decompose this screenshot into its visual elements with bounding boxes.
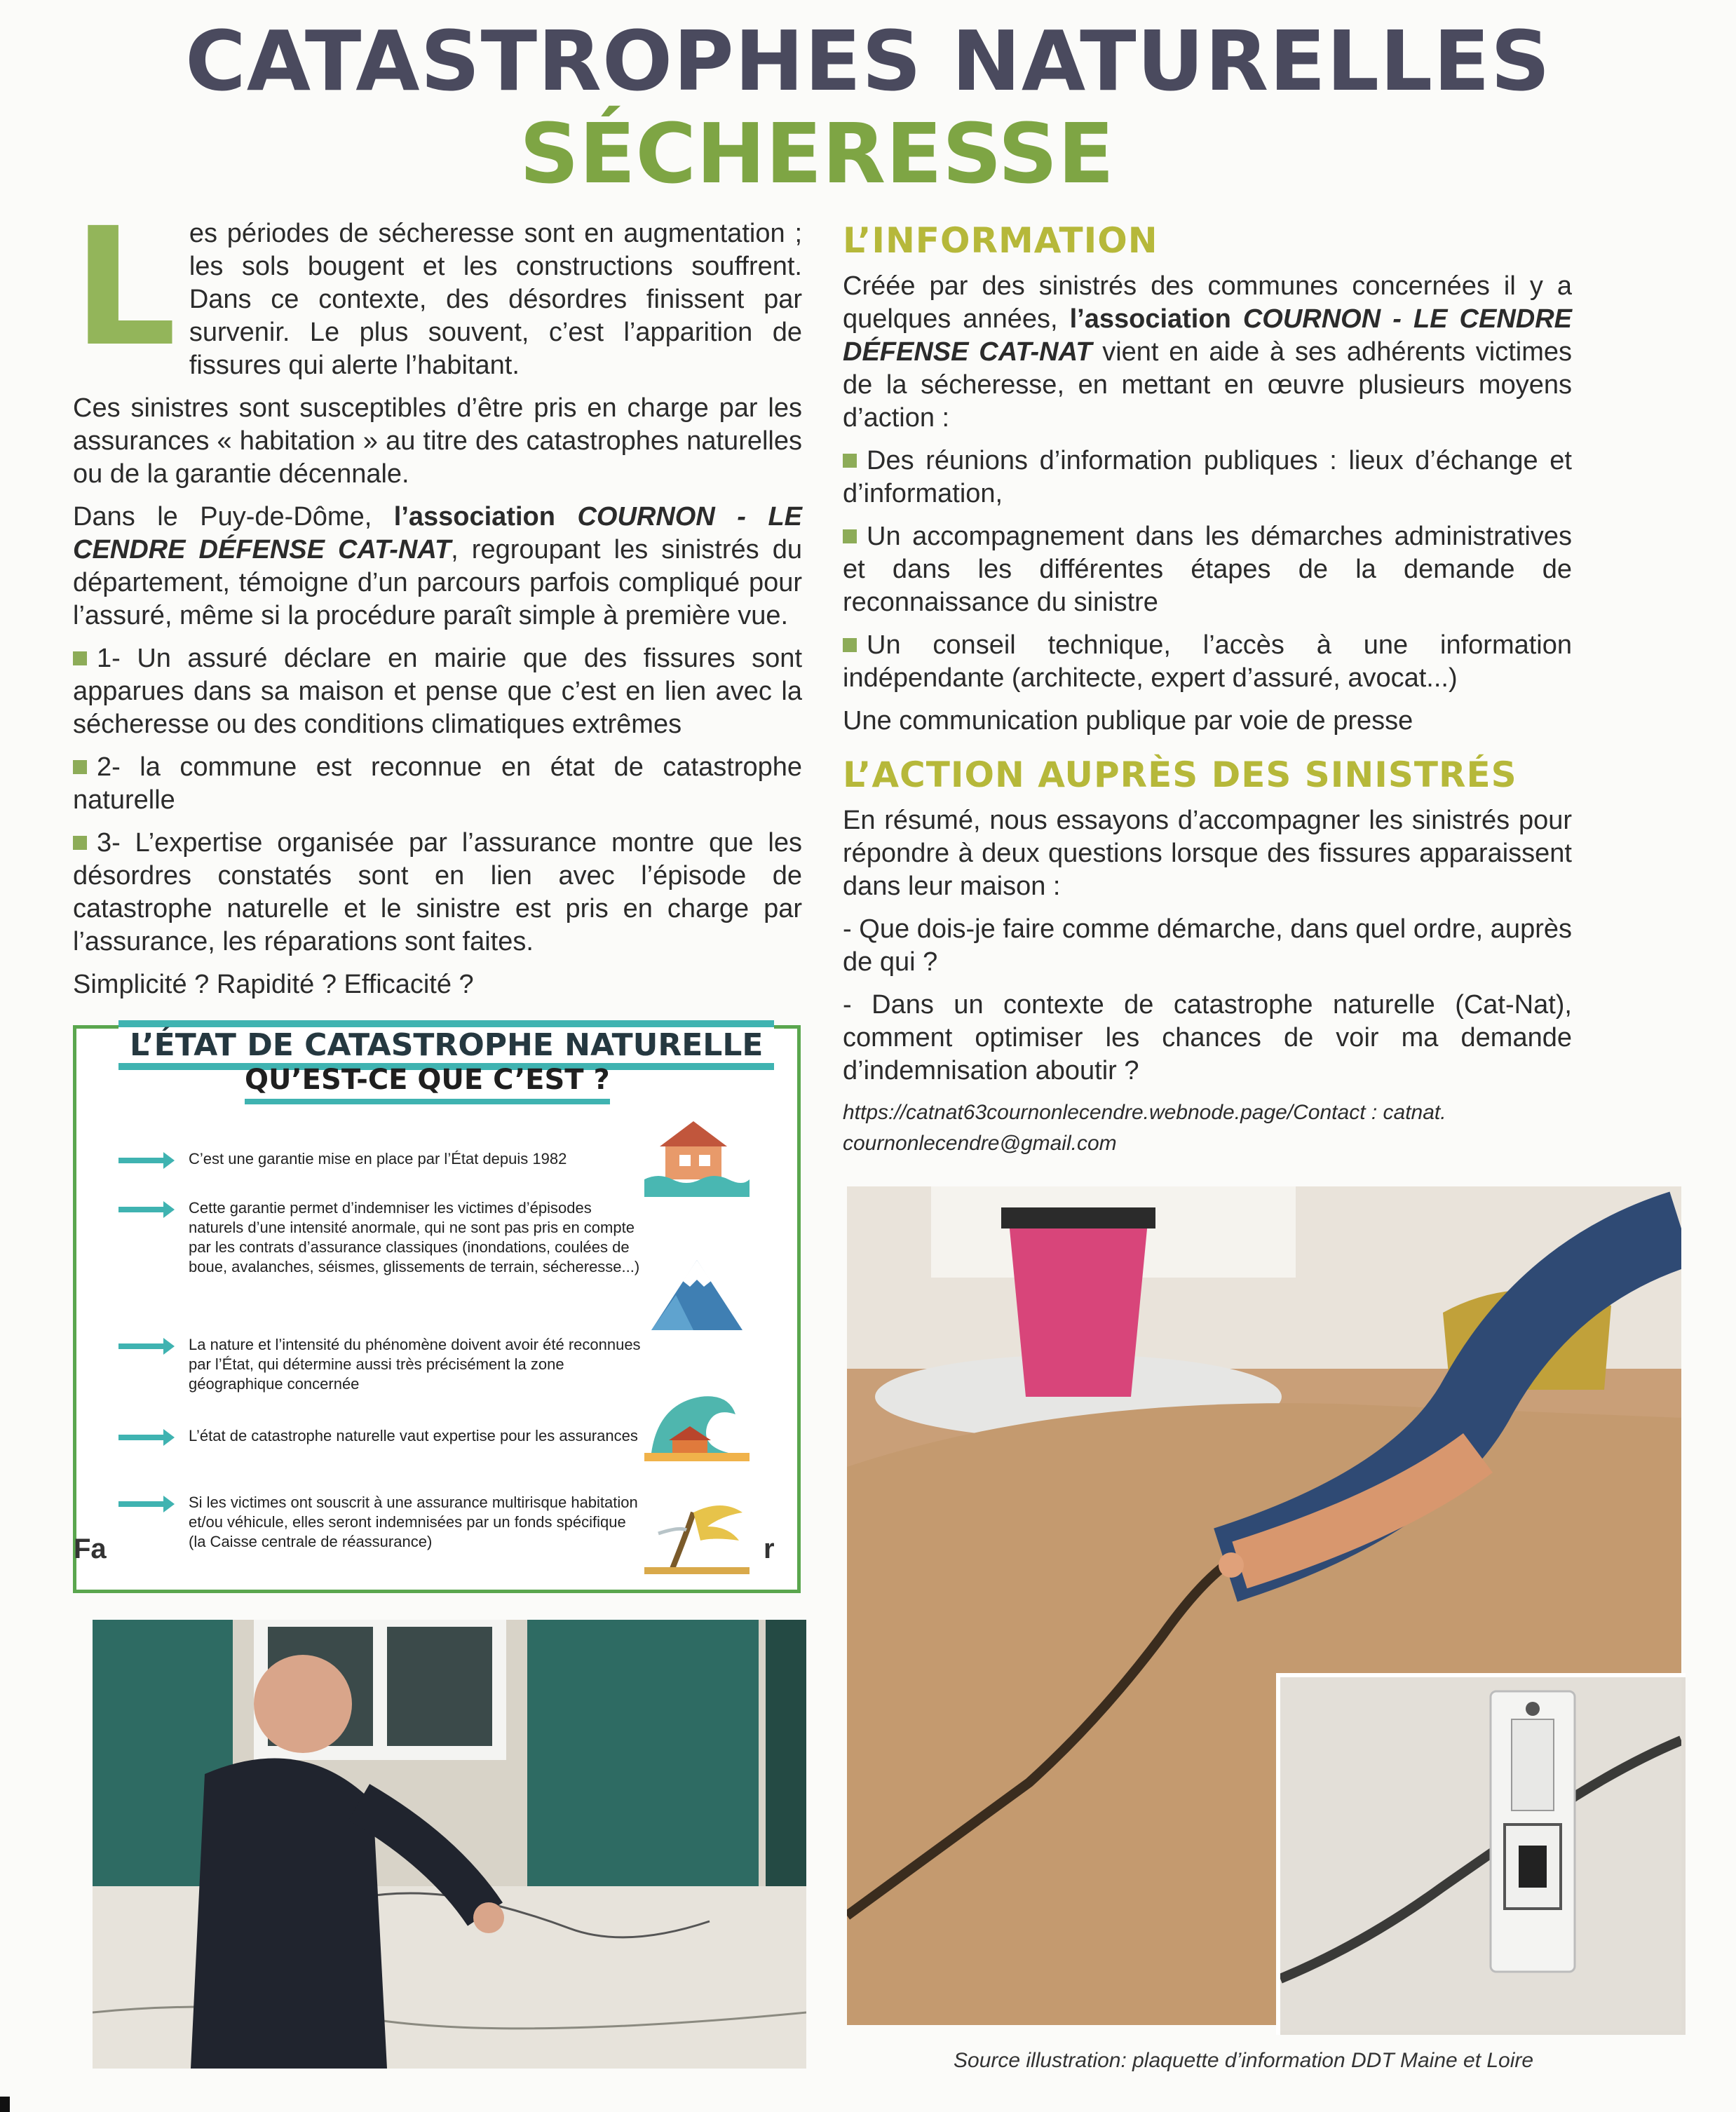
infographic-subtitle: QU’EST-CE QUE C’EST ?: [245, 1064, 610, 1104]
cut-text-fragment: Fa: [74, 1534, 107, 1564]
step-1-text: 1- Un assuré déclare en mairie que des fissures sont apparues dans sa maison et pense que c’est en lien avec la sécheresse ou des conditions climatiques extrêmes: [73, 644, 802, 739]
means-item: [843, 445, 1572, 510]
info-rest: vient en aide à ses adhérents victimes de la sécheresse, en mettant en œuvre plusieurs moyens d’action :: [843, 337, 1572, 433]
photo-caption: Source illustration: plaquette d’information DDT Maine et Loire: [954, 2049, 1534, 2072]
photo-illustration: [1280, 1677, 1681, 2031]
cut-text-fragment: r: [764, 1534, 775, 1564]
square-bullet-icon: [843, 454, 857, 468]
page-title: CATASTROPHES NATURELLES: [185, 13, 1551, 109]
contact-link[interactable]: [843, 1097, 1572, 1159]
info-assoc-label: l’association: [1069, 304, 1231, 334]
info-assoc-name: COURNON - LE CENDRE DÉFENSE CAT-NAT: [843, 304, 1573, 367]
infographic-box: [73, 1025, 801, 1593]
arrow-right-icon: [118, 1158, 166, 1163]
flooded-house-icon: [644, 1113, 750, 1197]
assoc-rest: , regroupant les sinistrés du département, témoigne d’un parcours parfois compliqué pour l’assuré, même si la procédure paraît simple à première vue.: [73, 535, 802, 630]
tsunami-icon: [644, 1383, 750, 1467]
information-paragraph: [843, 270, 1572, 435]
intro-text: es périodes de sécheresse sont en augmentation ; les sols bougent et les constructions souffrent. Dans ce contexte, des désordres finissent par survenir. Le plus souvent, c’est l’apparition de fissures qui alerte l’habitant.: [189, 219, 802, 380]
scan-edge-mark: [0, 2097, 10, 2112]
assoc-intro: Dans le Puy-de-Dôme,: [73, 502, 372, 532]
means-text: Un conseil technique, l’accès à une information indépendante (architecte, expert d’assuré, avocat...): [843, 630, 1572, 693]
arrow-right-icon: [118, 1207, 166, 1212]
question-line: Simplicité ? Rapidité ? Efficacité ?: [73, 970, 474, 999]
means-text: Un accompagnement dans les démarches administratives et dans les différentes étapes de la demande de reconnaissance du sinistre: [843, 522, 1572, 617]
arrow-right-icon: [118, 1343, 166, 1349]
step-3: [73, 827, 802, 959]
action-heading: L’ACTION AUPRÈS DES SINISTRÉS: [843, 754, 1517, 795]
storm-tree-icon: [644, 1491, 750, 1576]
contact-url[interactable]: https://catnat63cournonlecendre.webnode.page/Contact : catnat.: [843, 1101, 1446, 1124]
step-2-text: 2- la commune est reconnue en état de catastrophe naturelle: [73, 752, 802, 815]
assoc-name: COURNON - LE CENDRE DÉFENSE CAT-NAT: [73, 502, 802, 564]
page-subtitle: SÉCHERESSE: [519, 105, 1115, 202]
assoc-label: l’association: [393, 502, 555, 532]
photo-illustration: [93, 1620, 806, 2069]
means-item: [843, 520, 1572, 619]
question-2: - Dans un contexte de catastrophe naturelle (Cat-Nat), comment optimiser les chances de voir ma demande d’indemnisation aboutir ?: [843, 990, 1572, 1085]
information-heading: L’INFORMATION: [843, 220, 1158, 261]
means-item: [843, 629, 1572, 695]
square-bullet-icon: [843, 638, 857, 652]
means-item: Une communication publique par voie de presse: [843, 706, 1413, 736]
info-item-text: Cette garantie permet d’indemniser les victimes d’épisodes naturels d’une intensité anormale, qui ne sont pas pris en compte par les contrats d’assurance classiques (inondations, coulées de boue, avalanches, séismes, glissements de terrain, sécheresse...): [189, 1199, 640, 1275]
square-bullet-icon: [73, 760, 87, 774]
info-item-text: Si les victimes ont souscrit à une assurance multirisque habitation et/ou véhicule, elles seront indemnisées par un fonds spécifique (la Caisse centrale de réassurance): [189, 1494, 638, 1550]
square-bullet-icon: [73, 651, 87, 665]
infographic-title: L’ÉTAT DE CATASTROPHE NATURELLE: [118, 1020, 774, 1070]
contact-email[interactable]: cournonlecendre@gmail.com: [843, 1132, 1117, 1155]
intro-paragraph: [73, 193, 802, 382]
info-item-text: La nature et l’intensité du phénomène doivent avoir été reconnues par l’État, qui détermine aussi très précisément la zone géographique concernée: [189, 1336, 641, 1393]
step-3-text: 3- L’expertise organisée par l’assurance montre que les désordres constatés sont en lien avec l’épisode de catastrophe naturelle et le sinistre est pris en charge par l’assurance, les réparations sont faites.: [73, 828, 802, 956]
means-text: Des réunions d’information publiques : lieux d’échange et d’information,: [843, 446, 1572, 508]
drop-cap: L: [73, 193, 177, 382]
info-item-text: C’est une garantie mise en place par l’État depuis 1982: [189, 1150, 567, 1167]
question-1: - Que dois-je faire comme démarche, dans quel ordre, auprès de qui ?: [843, 914, 1572, 977]
arrow-right-icon: [118, 1435, 166, 1440]
square-bullet-icon: [73, 836, 87, 850]
photo-man-crack: [93, 1620, 806, 2069]
step-1: [73, 642, 802, 741]
association-paragraph: [73, 501, 802, 632]
mountain-avalanche-icon: [644, 1253, 750, 1337]
arrow-right-icon: [118, 1501, 166, 1507]
photo-crack-gauge: [1276, 1673, 1686, 2035]
action-paragraph: En résumé, nous essayons d’accompagner les sinistrés pour répondre à deux questions lorsque des fissures apparaissent dans leur maison :: [843, 806, 1572, 901]
step-2: [73, 751, 802, 817]
left-column: [73, 193, 802, 1011]
right-column: [843, 220, 1573, 1163]
square-bullet-icon: [843, 529, 857, 543]
insurance-paragraph: Ces sinistres sont susceptibles d’être pris en charge par les assurances « habitation » au titre des catastrophes naturelles ou de la garantie décennale.: [73, 393, 802, 489]
info-intro: Créée par des sinistrés des communes concernées il y a quelques années,: [843, 271, 1572, 334]
info-item-text: L’état de catastrophe naturelle vaut expertise pour les assurances: [189, 1427, 638, 1444]
